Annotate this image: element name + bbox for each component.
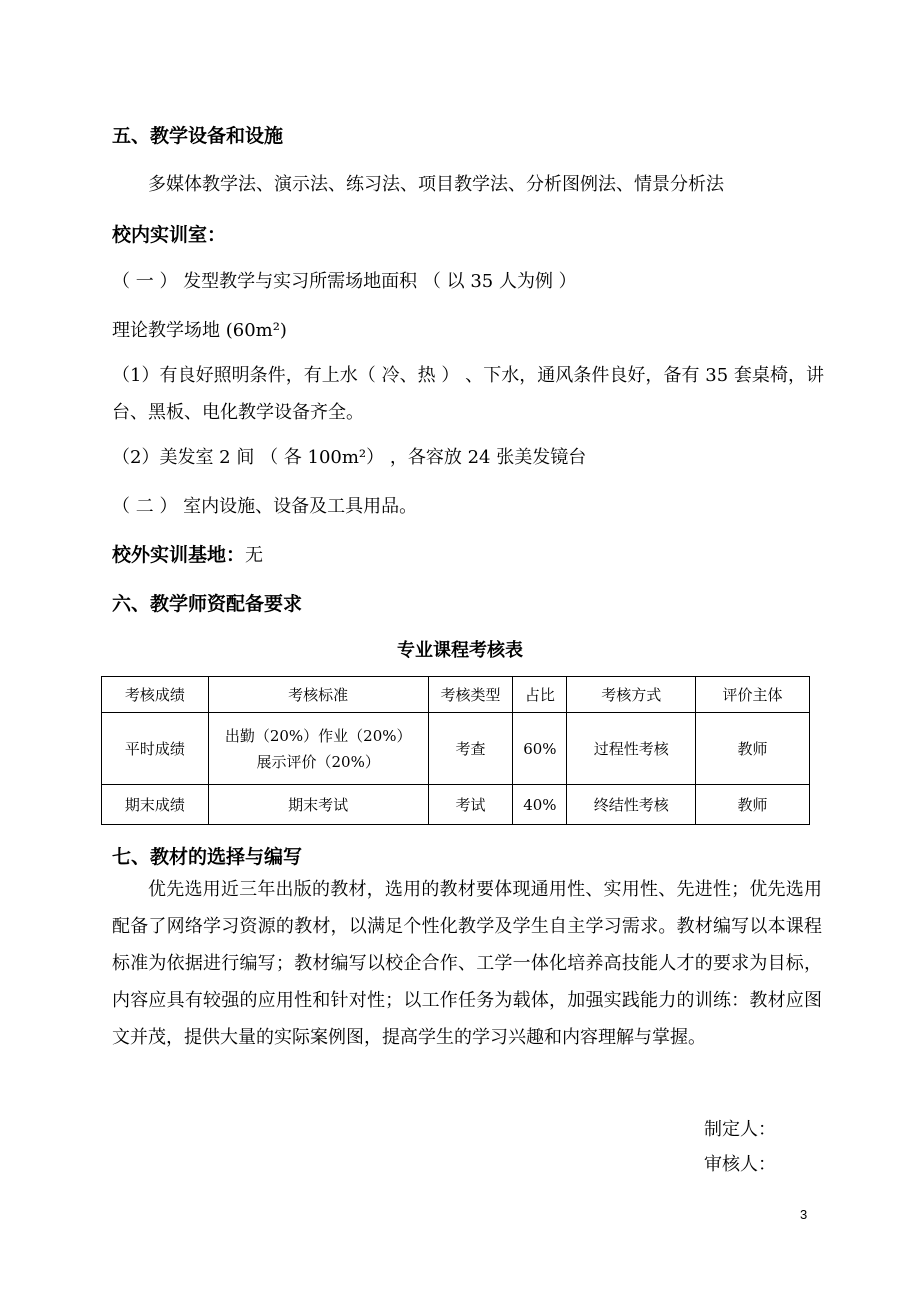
offcampus-base bbox=[112, 540, 263, 567]
ratio-cell: 60% bbox=[513, 713, 567, 785]
offcampus-value: 无 bbox=[245, 545, 264, 566]
textbook-paragraph: 优先选用近三年出版的教材，选用的教材要体现通用性、实用性、先进性；优先选用配备了网络学习资源的教材，以满足个性化教学及学生自主学习需求。教材编写以本课程标准为依据进行编写；教材编写以校企合作、工学一体化培养高技能人才的要求为目标，内容应具有较强的应用性和针对性；以工作任务为载体，加强实践能力的训练：教材应图文并茂，提供大量的实际案例图，提高学生的学习兴趣和内容理解与掌握。 bbox=[112, 879, 822, 1048]
assessment-table bbox=[101, 676, 810, 825]
table-header-row bbox=[102, 677, 810, 713]
standard-cell bbox=[208, 713, 428, 785]
table-title: 专业课程考核表 bbox=[397, 640, 523, 661]
subject-cell: 教师 bbox=[696, 785, 810, 825]
grade-cell: 期末成绩 bbox=[102, 785, 209, 825]
table-row bbox=[102, 713, 810, 785]
header-cell: 考核标准 bbox=[208, 677, 428, 713]
grade-cell: 平时成绩 bbox=[102, 713, 209, 785]
site-area-item: （ 一 ） 发型教学与实习所需场地面积 （ 以 35 人为例 ） bbox=[112, 271, 577, 292]
standard-line: 出勤（20%）作业（20%） bbox=[224, 726, 412, 745]
method-cell: 终结性考核 bbox=[567, 785, 696, 825]
type-cell: 考查 bbox=[428, 713, 513, 785]
standard-cell: 期末考试 bbox=[208, 785, 428, 825]
subject-cell: 教师 bbox=[696, 713, 810, 785]
facility-detail-1: （1）有良好照明条件，有上水（ 冷、热 ） 、下水，通风条件良好，备有 35 套桌椅，讲台、黑板、电化教学设备齐全。 bbox=[112, 365, 824, 423]
standard-line: 展示评价（20%） bbox=[256, 752, 380, 771]
type-cell: 考试 bbox=[428, 785, 513, 825]
offcampus-label: 校外实训基地： bbox=[112, 544, 246, 566]
header-cell: 考核类型 bbox=[428, 677, 513, 713]
teaching-methods-text: 多媒体教学法、演示法、练习法、项目教学法、分析图例法、情景分析法 bbox=[148, 174, 724, 195]
method-cell: 过程性考核 bbox=[567, 713, 696, 785]
ratio-cell: 40% bbox=[513, 785, 567, 825]
indoor-facilities-item: （ 二 ） 室内设施、设备及工具用品。 bbox=[112, 496, 418, 517]
author-signature: 制定人： bbox=[704, 1119, 776, 1140]
section5-heading: 五、教学设备和设施 bbox=[112, 125, 284, 147]
theory-room-text: 理论教学场地 (60m²) bbox=[112, 320, 287, 341]
header-cell: 评价主体 bbox=[696, 677, 810, 713]
header-cell: 占比 bbox=[513, 677, 567, 713]
table-row bbox=[102, 785, 810, 825]
section7-heading: 七、教材的选择与编写 bbox=[112, 846, 303, 868]
reviewer-signature: 审核人： bbox=[704, 1154, 776, 1175]
section6-heading: 六、教学师资配备要求 bbox=[112, 593, 303, 615]
header-cell: 考核成绩 bbox=[102, 677, 209, 713]
campus-lab-label: 校内实训室： bbox=[112, 224, 227, 246]
facility-detail-2: （2）美发室 2 间 （ 各 100m²） ，各容放 24 张美发镜台 bbox=[112, 447, 587, 468]
page-number: 3 bbox=[800, 1207, 808, 1222]
header-cell: 考核方式 bbox=[567, 677, 696, 713]
